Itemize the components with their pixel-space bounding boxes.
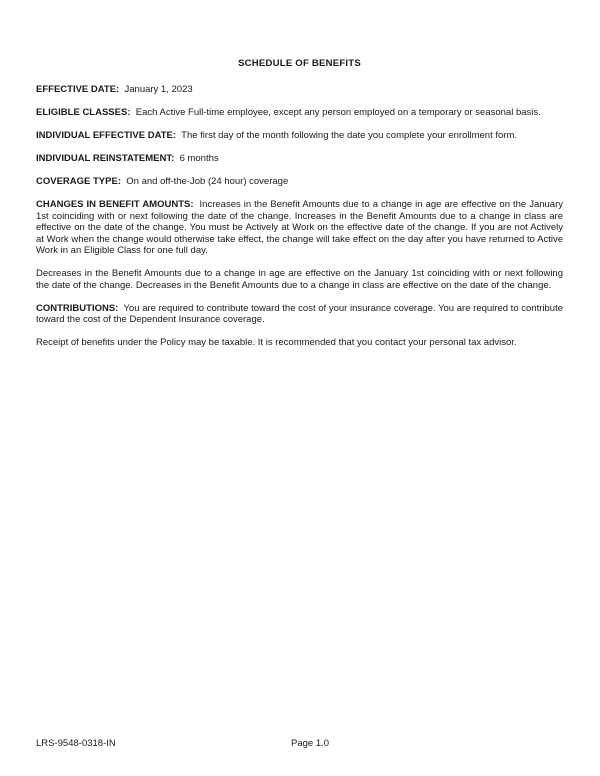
field-value: On and off-the-Job (24 hour) coverage <box>126 176 289 187</box>
paragraph-text: Receipt of benefits under the Policy may be taxable. It is recommended that you contact your personal tax advisor. <box>36 337 517 348</box>
document-code: LRS-9548-0318-IN <box>36 738 116 749</box>
field-value: 6 months <box>179 153 219 164</box>
paragraph-text: Decreases in the Benefit Amounts due to a change in age are effective on the January 1st coinciding with or next following the date of the change. Decreases in the Benefit Amounts due to a change in class are effective on the date of the change. <box>36 268 563 291</box>
paragraph-text: Increases in the Benefit Amounts due to a change in age are effective on the January 1st coinciding with or next following the date of the change. Increases in the Benefit Amounts due to a change in class are effective on the date of the change. You must be Actively at Work on the effective date of the change. If you are not Actively at Work when the change would otherwise take effect, the change will take effect on the day after you have returned to Active Work in an Eligible Class for one full day. <box>36 199 563 256</box>
field-label: INDIVIDUAL EFFECTIVE DATE: <box>36 130 177 141</box>
paragraph-text: You are required to contribute toward the cost of your insurance coverage. You are required to contribute toward the cost of the Dependent Insurance coverage. <box>36 302 563 325</box>
field-individual-reinstatement <box>36 153 563 165</box>
field-effective-date <box>36 84 563 96</box>
field-eligible-classes <box>36 107 563 119</box>
field-individual-effective-date <box>36 130 563 142</box>
field-label: EFFECTIVE DATE: <box>36 84 120 95</box>
field-value: The first day of the month following the date you complete your enrollment form. <box>181 130 517 141</box>
field-label: COVERAGE TYPE: <box>36 176 121 187</box>
field-value: Each Active Full-time employee, except any person employed on a temporary or seasonal basis. <box>135 107 541 118</box>
field-label: ELIGIBLE CLASSES: <box>36 107 131 118</box>
page-title: SCHEDULE OF BENEFITS <box>238 58 361 69</box>
paragraph-tax-notice <box>36 337 563 349</box>
page-number: Page 1.0 <box>291 738 330 749</box>
field-value: January 1, 2023 <box>124 84 193 95</box>
document-content <box>36 58 563 360</box>
field-label: INDIVIDUAL REINSTATEMENT: <box>36 153 175 164</box>
paragraph-label: CHANGES IN BENEFIT AMOUNTS: <box>36 199 194 210</box>
paragraph-changes-in-benefit-amounts <box>36 199 563 257</box>
field-coverage-type <box>36 176 563 188</box>
paragraph-contributions <box>36 303 563 326</box>
paragraph-decreases <box>36 268 563 291</box>
paragraph-label: CONTRIBUTIONS: <box>36 302 119 314</box>
